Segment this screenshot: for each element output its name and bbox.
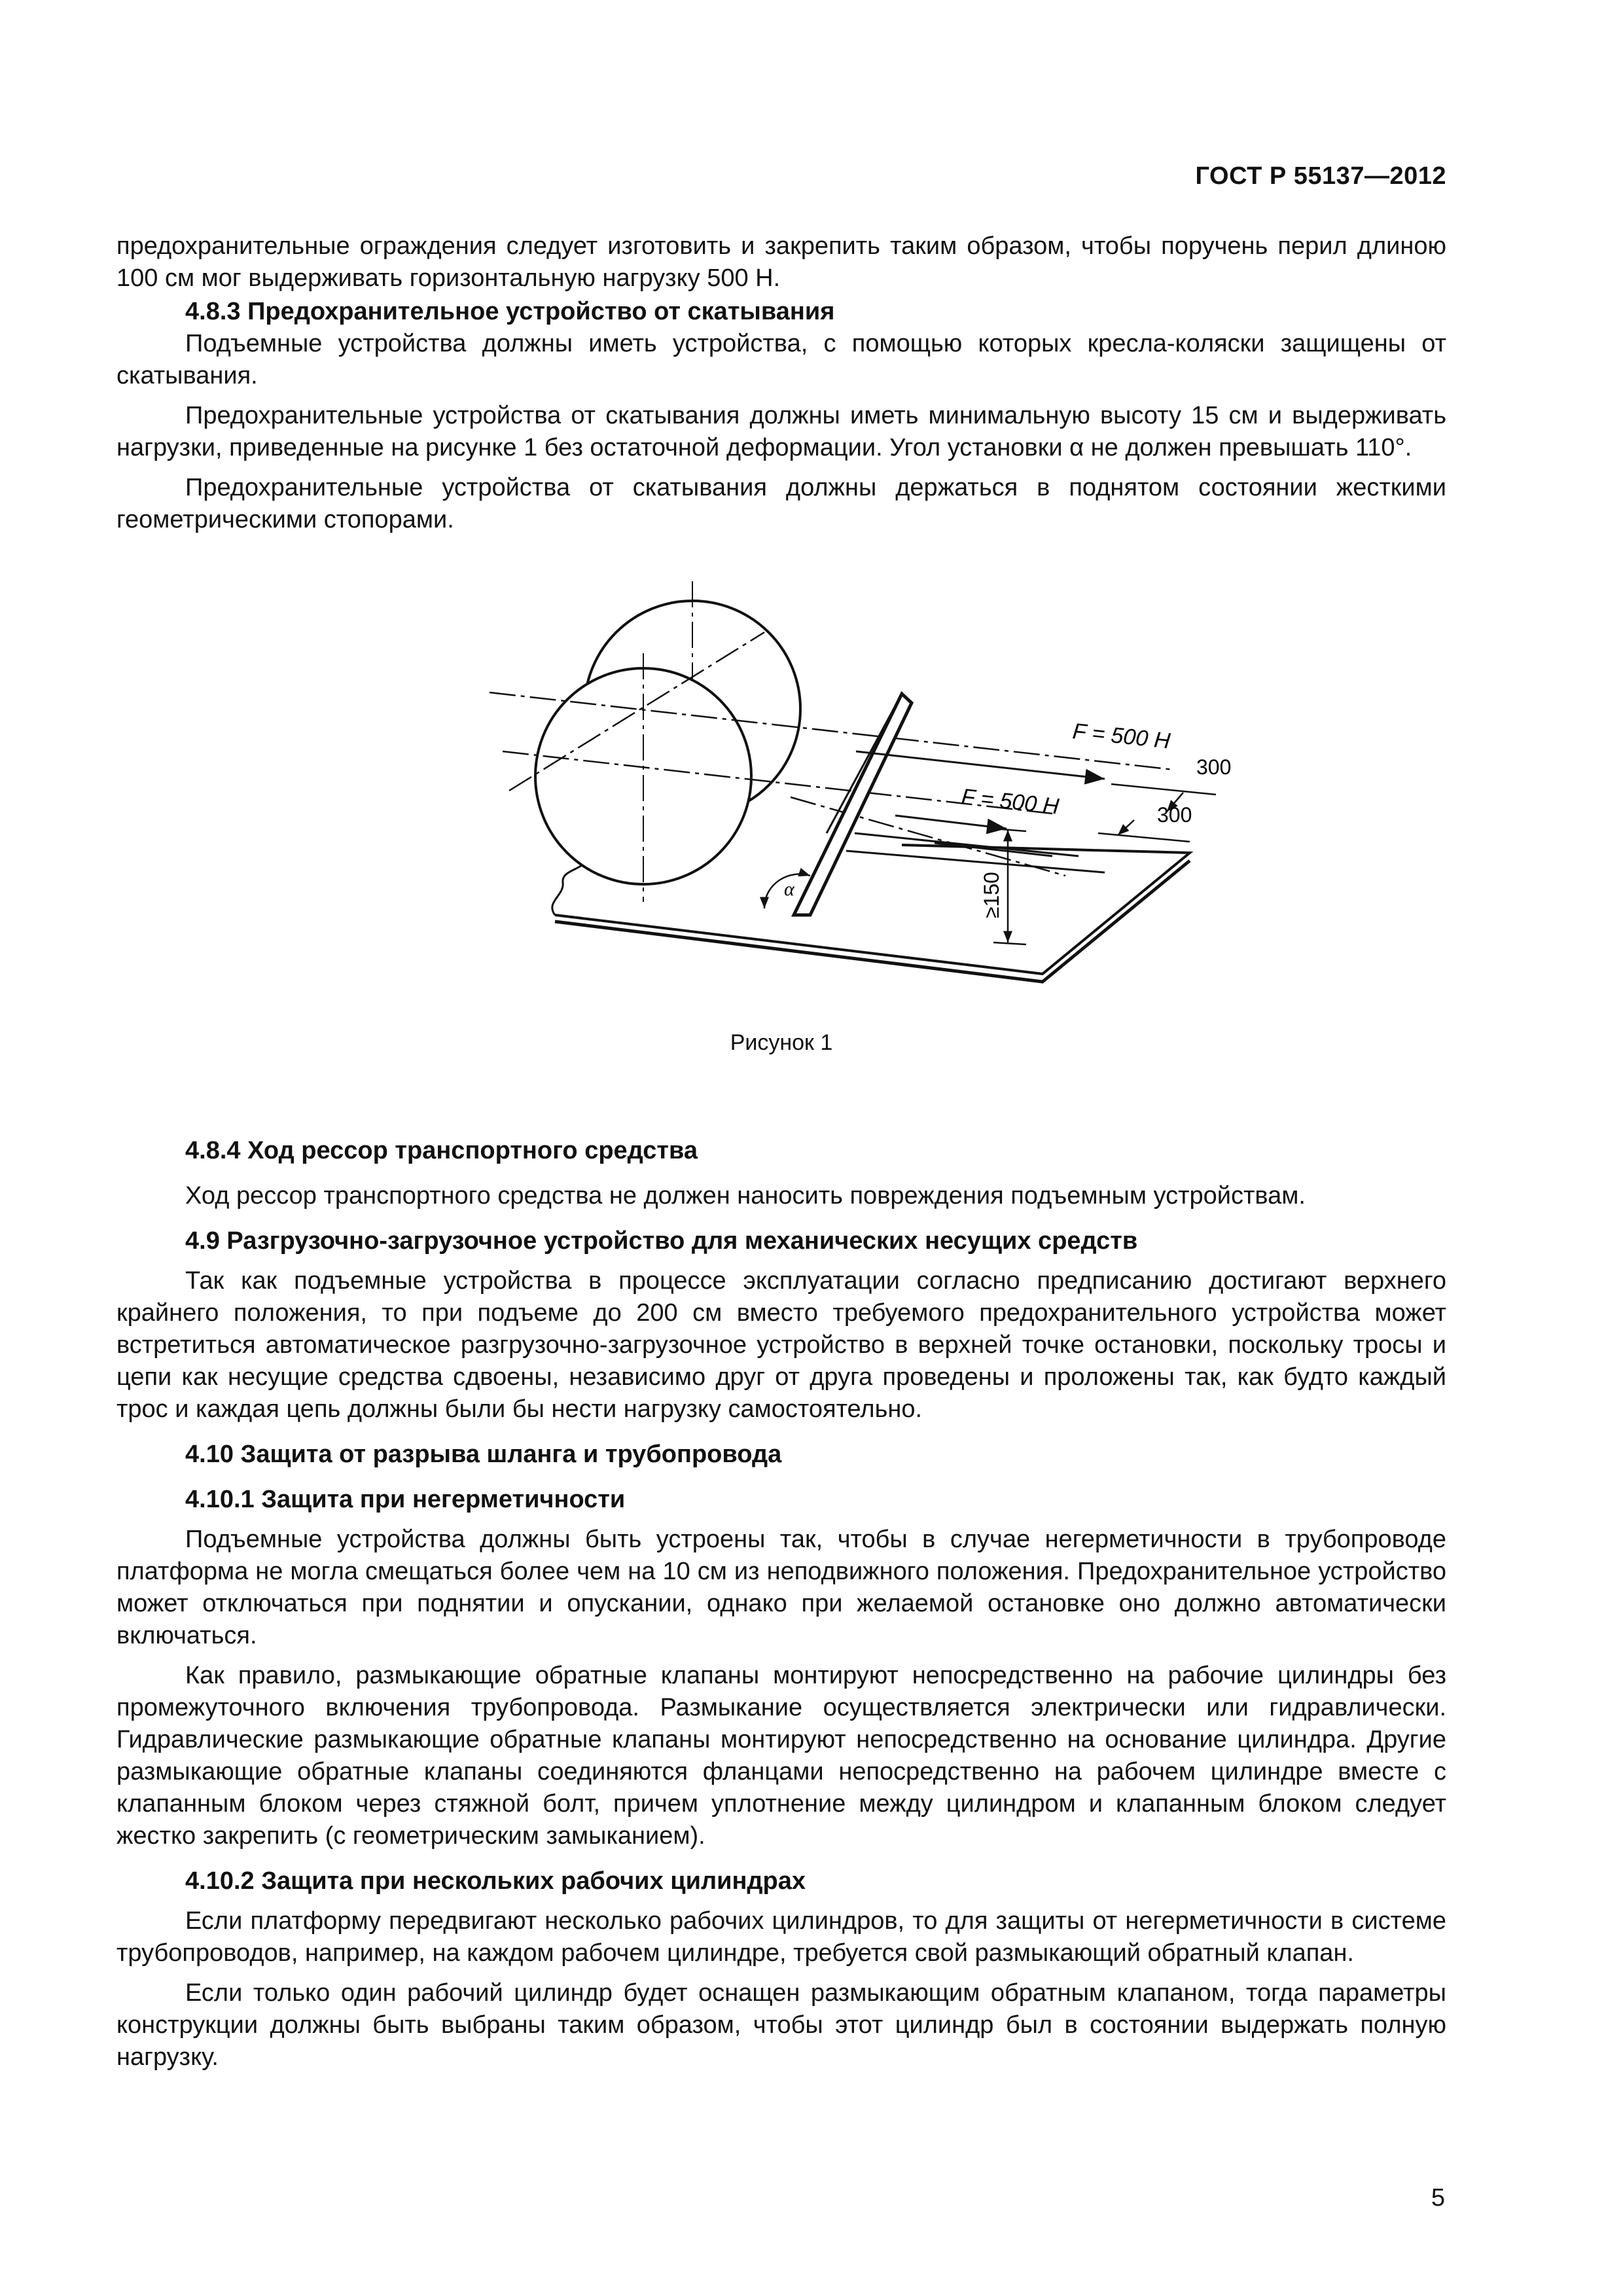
heading-4-10-2: 4.10.2 Защита при нескольких рабочих цилиндрах <box>185 1867 806 1895</box>
figure-1 <box>116 575 1446 1072</box>
dimension-300-upper: 300 <box>1196 755 1232 779</box>
heading-4-10: 4.10 Защита от разрыва шланга и трубопровода <box>185 1441 782 1468</box>
paragraph-4-8-3-2: Предохранительные устройства от скатывания должны иметь минимальную высоту 15 см и выдерживать нагрузки, приведенные на рисунке 1 без остаточной деформации. Угол установки α не должен превышать 110°. <box>116 402 1446 461</box>
paragraph-4-8-3-1: Подъемные устройства должны иметь устройства, с помощью которых кресла-коляски защищены от скатывания. <box>116 330 1446 389</box>
sections-4-8-4-to-4-10-2 <box>116 1135 1446 2073</box>
wheel-front <box>535 653 751 902</box>
paragraph-4-8-3-3: Предохранительные устройства от скатывания должны держаться в поднятом состоянии жесткими геометрическими стопорами. <box>116 474 1446 533</box>
paragraph-4-10-1-2: Как правило, размыкающие обратные клапаны монтируют непосредственно на рабочие цилиндры без промежуточного включения трубопровода. Размыкание осуществляется электрически или гидравлически. Гидравлические размыкающие обратные клапаны монтируют непосредственно на основание цилиндра. Другие размыкающие обратные клапаны соединяются фланцами непосредственно на рабочем цилиндре вместе с клапанным блоком через стяжной болт, причем уплотнение между цилиндром и клапанным блоком следует жестко закрепить (с геометрическим замыканием). <box>116 1662 1446 1850</box>
heading-4-9: 4.9 Разгрузочно-загрузочное устройство для механических несущих средств <box>185 1227 1138 1255</box>
rollaway-guard-diagram <box>424 575 1249 994</box>
paragraph-continued: предохранительные ограждения следует изготовить и закрепить таким образом, чтобы поручень перил длиною 100 см мог выдерживать горизонтальную нагрузку 500 Н. <box>116 232 1446 292</box>
force-label-upper: F = 500 H <box>1071 719 1171 754</box>
heading-4-8-3: 4.8.3 Предохранительное устройство от скатывания <box>185 298 835 325</box>
paragraph-4-9: Так как подъемные устройства в процессе эксплуатации согласно предписанию достигают верхнего крайнего положения, то при подъеме до 200 см вместо требуемого предохранительного устройства может встретиться автоматическое разгрузочно-загрузочное устройство в верхней точке остановки, поскольку тросы и цепи как несущие средства сдвоены, независимо друг от друга проведены и проложены так, как будто каждый трос и каждая цепь должны были бы нести нагрузку самостоятельно. <box>116 1267 1446 1423</box>
height-label: ≥150 <box>980 872 1003 918</box>
figure-caption: Рисунок 1 <box>730 1030 833 1055</box>
document-id: ГОСТ Р 55137—2012 <box>1195 162 1446 190</box>
force-label-lower: F = 500 H <box>960 784 1060 819</box>
page-number: 5 <box>1431 2184 1445 2212</box>
document-page <box>116 0 1446 2296</box>
paragraph-4-10-2-1: Если платформу передвигают несколько рабочих цилиндров, то для защиты от негерметичности в системе трубопроводов, например, на каждом рабочем цилиндре, требуется свой размыкающий обратный клапан. <box>116 1907 1446 1967</box>
heading-4-10-1: 4.10.1 Защита при негерметичности <box>185 1486 626 1513</box>
heading-4-8-4: 4.8.4 Ход рессор транспортного средства <box>185 1137 698 1164</box>
paragraph-4-10-2-2: Если только один рабочий цилиндр будет оснащен размыкающим обратным клапаном, тогда параметры конструкции должны быть выбраны таким образом, чтобы этот цилиндр был в состоянии выдержать полную нагрузку. <box>116 1979 1446 2071</box>
section-4-8-3-block <box>116 230 1446 536</box>
dimension-300-lower: 300 <box>1157 803 1192 827</box>
angle-label: α <box>784 878 794 900</box>
paragraph-4-10-1-1: Подъемные устройства должны быть устроены так, чтобы в случае негерметичности в трубопроводе платформа не могла смещаться более чем на 10 см из неподвижного положения. Предохранительное устройство может отключаться при поднятии и опускании, однако при желаемой остановке оно должно автоматически включаться. <box>116 1526 1446 1649</box>
paragraph-4-8-4: Ход рессор транспортного средства не должен наносить повреждения подъемным устройствам. <box>185 1182 1306 1210</box>
